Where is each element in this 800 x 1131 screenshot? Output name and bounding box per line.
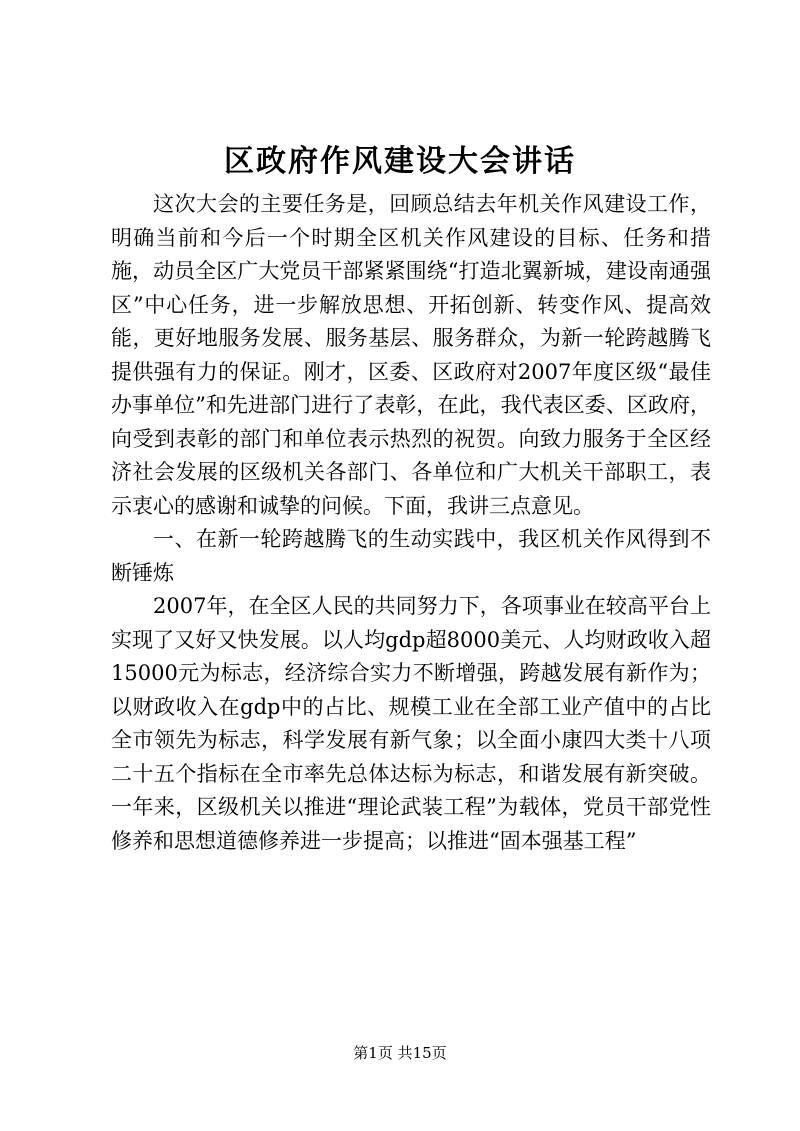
section-heading-one: 一、在新一轮跨越腾飞的生动实践中，我区机关作风得到不断锤炼 bbox=[111, 527, 711, 585]
document-title: 区政府作风建设大会讲话 bbox=[224, 144, 576, 179]
paragraph-intro: 这次大会的主要任务是，回顾总结去年机关作风建设工作，明确当前和今后一个时期全区机关作风建设的目标、任务和措施，动员全区广大党员干部紧紧围绕“打造北翼新城，建设南通强区”中心任务，进一步解放思想、开拓创新、转变作风、提高效能，更好地服务发展、服务基层、服务群众，为新一轮跨越腾飞提供强有力的保证。刚才，区委、区政府对2007年度区级“最佳办事单位”和先进部门进行了表彰，在此，我代表区委、区政府，向受到表彰的部门和单位表示热烈的祝贺。向致力服务于全区经济社会发展的区级机关各部门、各单位和广大机关干部职工，表示衷心的感谢和诚挚的问候。下面，我讲三点意见。 bbox=[111, 192, 711, 518]
paragraph-2007-review: 2007年，在全区人民的共同努力下，各项事业在较高平台上实现了又好又快发展。以人均gdp超8000美元、人均财政收入超15000元为标志，经济综合实力不断增强，跨越发展有新作为；以财政收入在gdp中的占比、规模工业在全部工业产值中的占比全市领先为标志，科学发展有新气象；以全面小康四大类十八项二十五个指标在全市率先总体达标为标志，和谐发展有新突破。一年来，区级机关以推进“理论武装工程”为载体，党员干部党性修养和思想道德修养进一步提高；以推进“固本强基工程” bbox=[111, 594, 711, 853]
document-body bbox=[111, 188, 711, 858]
page-number-footer: 第1页 共15页 bbox=[353, 1044, 447, 1062]
